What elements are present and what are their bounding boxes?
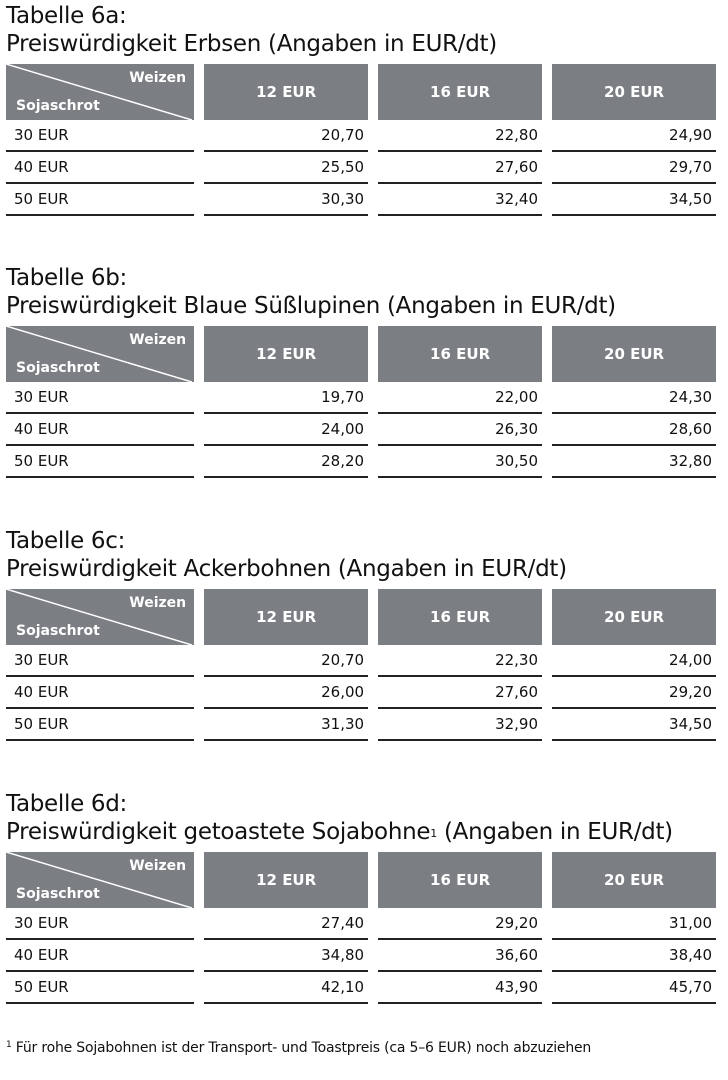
table-cell: 24,00 — [204, 414, 368, 446]
price-table — [6, 64, 716, 216]
corner-label-weizen: Weizen — [129, 858, 187, 874]
table-block — [6, 790, 716, 1004]
row-label: 30 EUR — [6, 908, 194, 940]
header-row — [6, 589, 716, 645]
corner-label-sojaschrot: Sojaschrot — [16, 886, 100, 902]
row-label: 40 EUR — [6, 940, 194, 972]
table-row — [6, 972, 716, 1004]
table-cell: 36,60 — [378, 940, 542, 972]
table-row — [6, 414, 716, 446]
table-label: Tabelle 6d: — [6, 791, 128, 817]
table-cell: 29,70 — [552, 152, 716, 184]
corner-label-sojaschrot: Sojaschrot — [16, 623, 100, 639]
table-cell: 28,60 — [552, 414, 716, 446]
footnote-text: Für rohe Sojabohnen ist der Transport- und Toastpreis (ca 5–6 EUR) noch abzuziehen — [11, 1040, 592, 1056]
row-label: 50 EUR — [6, 184, 194, 216]
corner-label-sojaschrot: Sojaschrot — [16, 98, 100, 114]
table-cell: 26,30 — [378, 414, 542, 446]
table-row — [6, 677, 716, 709]
column-header: 16 EUR — [378, 589, 542, 645]
table-cell: 34,50 — [552, 184, 716, 216]
row-label: 40 EUR — [6, 677, 194, 709]
table-block — [6, 2, 716, 216]
table-subtitle: Preiswürdigkeit Erbsen (Angaben in EUR/dt) — [6, 31, 497, 57]
column-header: 12 EUR — [204, 852, 368, 908]
price-table — [6, 589, 716, 741]
table-row — [6, 120, 716, 152]
row-label: 30 EUR — [6, 645, 194, 677]
row-label: 30 EUR — [6, 120, 194, 152]
row-label: 40 EUR — [6, 414, 194, 446]
table-cell: 32,80 — [552, 446, 716, 478]
table-cell: 29,20 — [378, 908, 542, 940]
table-subtitle: Preiswürdigkeit Ackerbohnen (Angaben in EUR/dt) — [6, 556, 567, 582]
column-header: 20 EUR — [552, 64, 716, 120]
table-cell: 27,60 — [378, 677, 542, 709]
column-header: 12 EUR — [204, 64, 368, 120]
table-subtitle: Preiswürdigkeit getoastete Sojabohne$^1$ (Angaben in EUR/dt) — [6, 819, 673, 845]
table-cell: 19,70 — [204, 382, 368, 414]
table-subtitle: Preiswürdigkeit Blaue Süßlupinen (Angaben in EUR/dt) — [6, 293, 616, 319]
header-row — [6, 326, 716, 382]
table-row — [6, 908, 716, 940]
table-cell: 22,80 — [378, 120, 542, 152]
footnote-marker: 1 — [6, 1040, 12, 1050]
row-label: 40 EUR — [6, 152, 194, 184]
corner-header — [6, 64, 194, 120]
table-cell: 24,00 — [552, 645, 716, 677]
column-header: 12 EUR — [204, 326, 368, 382]
row-label: 30 EUR — [6, 382, 194, 414]
table-cell: 26,00 — [204, 677, 368, 709]
table-cell: 22,30 — [378, 645, 542, 677]
price-table — [6, 326, 716, 478]
table-block — [6, 527, 716, 741]
table-cell: 31,30 — [204, 709, 368, 741]
column-header: 16 EUR — [378, 64, 542, 120]
corner-header — [6, 852, 194, 908]
table-cell: 24,90 — [552, 120, 716, 152]
corner-label-weizen: Weizen — [129, 70, 187, 86]
corner-header — [6, 589, 194, 645]
table-cell: 20,70 — [204, 120, 368, 152]
table-cell: 45,70 — [552, 972, 716, 1004]
column-header: 16 EUR — [378, 852, 542, 908]
column-header: 20 EUR — [552, 326, 716, 382]
table-row — [6, 184, 716, 216]
table-row — [6, 152, 716, 184]
corner-label-sojaschrot: Sojaschrot — [16, 360, 100, 376]
table-row — [6, 709, 716, 741]
row-label: 50 EUR — [6, 446, 194, 478]
table-cell: 27,60 — [378, 152, 542, 184]
price-table — [6, 852, 716, 1004]
table-cell: 32,40 — [378, 184, 542, 216]
table-cell: 29,20 — [552, 677, 716, 709]
table-cell: 31,00 — [552, 908, 716, 940]
corner-label-weizen: Weizen — [129, 595, 187, 611]
column-header: 20 EUR — [552, 852, 716, 908]
table-label: Tabelle 6b: — [6, 265, 128, 291]
header-row — [6, 64, 716, 120]
table-label: Tabelle 6a: — [6, 3, 127, 29]
footnote — [6, 1040, 591, 1056]
table-cell: 42,10 — [204, 972, 368, 1004]
table-cell: 34,50 — [552, 709, 716, 741]
corner-label-weizen: Weizen — [129, 332, 187, 348]
column-header: 12 EUR — [204, 589, 368, 645]
column-header: 16 EUR — [378, 326, 542, 382]
table-cell: 22,00 — [378, 382, 542, 414]
table-row — [6, 940, 716, 972]
table-cell: 43,90 — [378, 972, 542, 1004]
table-cell: 28,20 — [204, 446, 368, 478]
table-cell: 30,30 — [204, 184, 368, 216]
table-label: Tabelle 6c: — [6, 528, 126, 554]
corner-header — [6, 326, 194, 382]
header-row — [6, 852, 716, 908]
table-cell: 30,50 — [378, 446, 542, 478]
column-header: 20 EUR — [552, 589, 716, 645]
row-label: 50 EUR — [6, 972, 194, 1004]
table-cell: 24,30 — [552, 382, 716, 414]
table-cell: 25,50 — [204, 152, 368, 184]
table-cell: 38,40 — [552, 940, 716, 972]
table-cell: 27,40 — [204, 908, 368, 940]
table-row — [6, 382, 716, 414]
table-cell: 32,90 — [378, 709, 542, 741]
table-row — [6, 645, 716, 677]
table-cell: 34,80 — [204, 940, 368, 972]
table-block — [6, 264, 716, 478]
table-cell: 20,70 — [204, 645, 368, 677]
table-row — [6, 446, 716, 478]
row-label: 50 EUR — [6, 709, 194, 741]
